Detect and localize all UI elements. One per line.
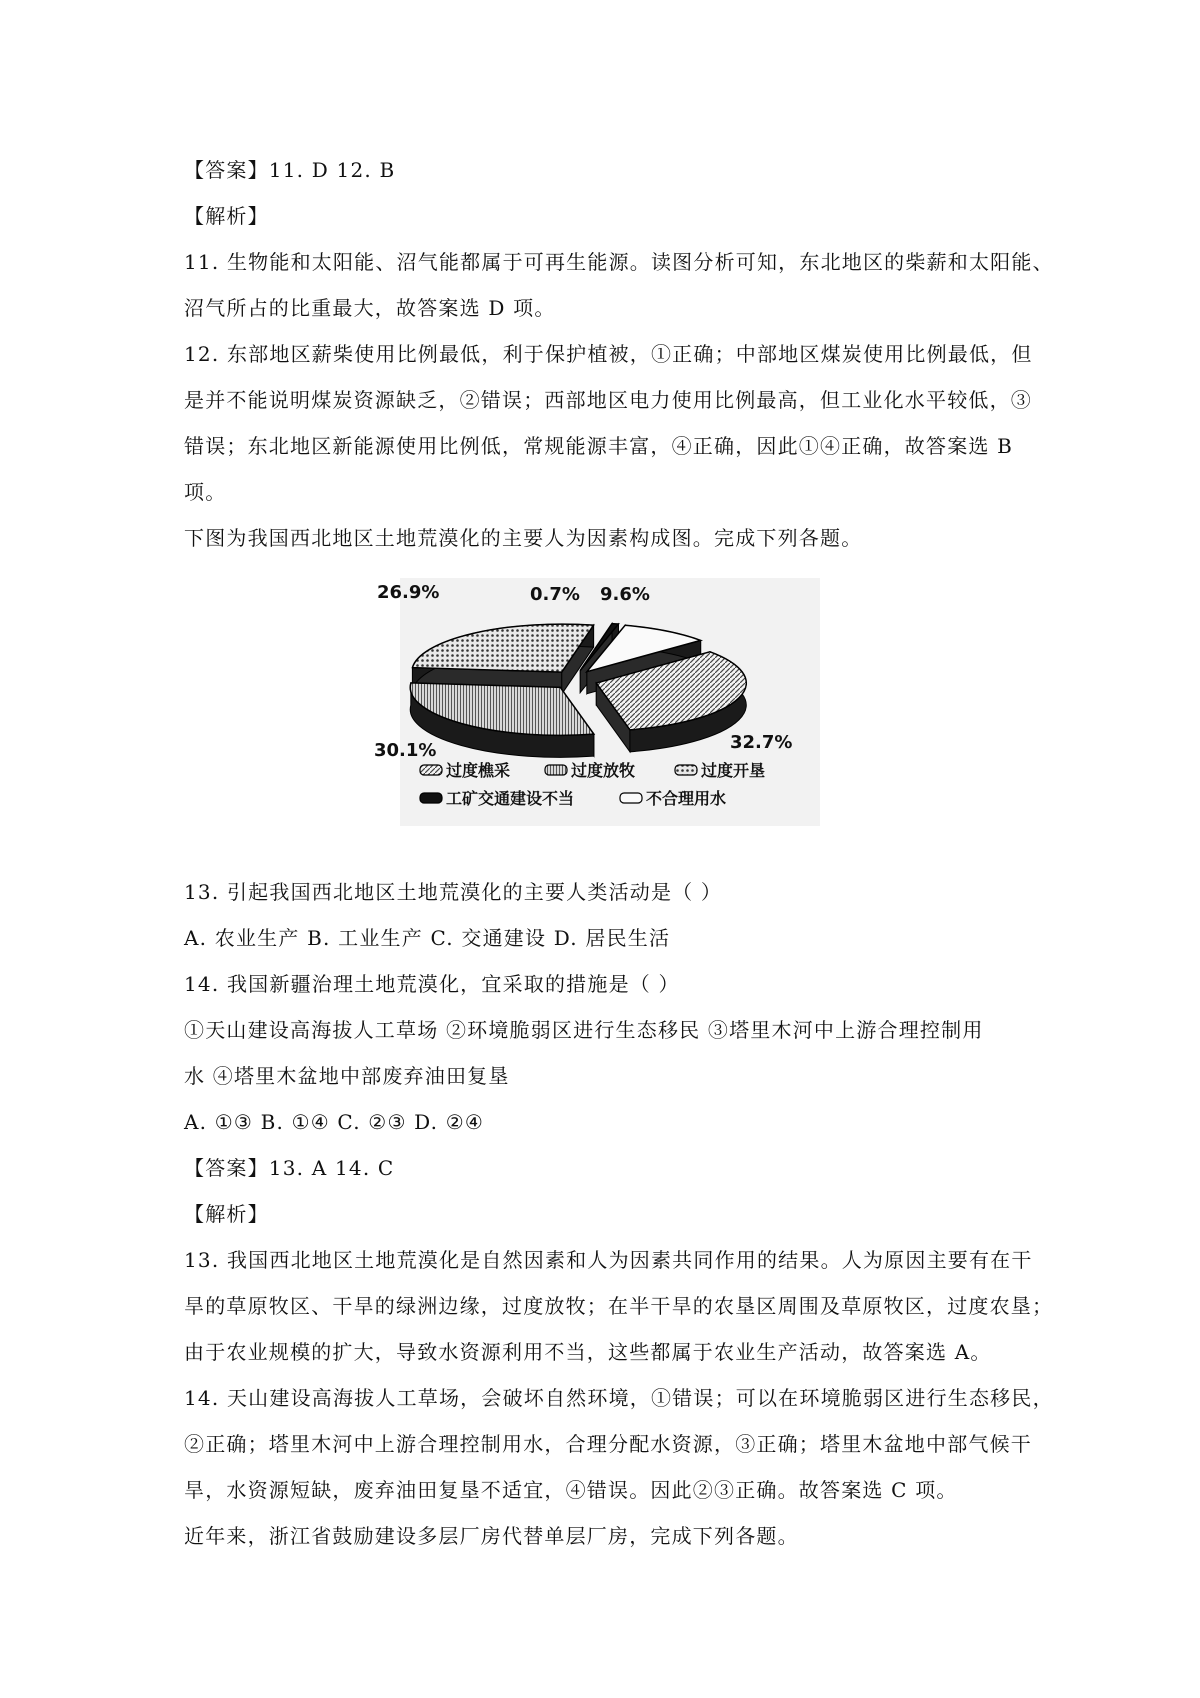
analysis-14-line-3: 旱，水资源短缺，废弃油田复垦不适宜，④错误。因此②③正确。故答案选 C 项。 (184, 1478, 958, 1502)
pie-slices (410, 624, 746, 758)
question-14-items-line-2: 水 ④塔里木盆地中部废弃油田复垦 (184, 1064, 510, 1088)
pct-label-4: 32.7% (730, 732, 793, 753)
answer-line-13-14: 【答案】13. A 14. C (184, 1156, 395, 1180)
chart-legend (420, 761, 765, 808)
analysis-heading: 【解析】 (184, 204, 269, 228)
analysis-12-line-4: 项。 (184, 480, 227, 504)
analysis-13-line-2: 旱的草原牧区、干旱的绿洲边缘，过度放牧；在半干旱的农垦区周围及草原牧区，过度农垦； (184, 1294, 1054, 1318)
legend-label-1: 过度樵采 (446, 761, 511, 780)
analysis-11-line-2: 沼气所占的比重最大，故答案选 D 项。 (184, 296, 556, 320)
legend-label-4: 工矿交通建设不当 (446, 789, 575, 808)
legend-label-2: 过度放牧 (571, 761, 636, 780)
legend-label-5: 不合理用水 (646, 789, 727, 808)
legend-swatch-1 (420, 765, 442, 775)
legend-label-3: 过度开垦 (701, 761, 766, 780)
pct-label-2: 0.7% (530, 584, 580, 605)
pie-slice-5 (410, 683, 594, 758)
question-13: 13. 引起我国西北地区土地荒漠化的主要人类活动是（ ） (184, 880, 723, 904)
analysis-12-line-1: 12. 东部地区薪柴使用比例最低，利于保护植被，①正确；中部地区煤炭使用比例最低，但 (184, 342, 1033, 366)
question-14-options: A. ①③ B. ①④ C. ②③ D. ②④ (184, 1110, 485, 1134)
legend-swatch-4 (420, 793, 442, 803)
analysis-12-line-3: 错误；东北地区新能源使用比例低，常规能源丰富，④正确，因此①④正确，故答案选 B (184, 434, 1014, 458)
legend-swatch-5 (620, 793, 642, 803)
analysis-13-line-1: 13. 我国西北地区土地荒漠化是自然因素和人为因素共同作用的结果。人为原因主要有在干 (184, 1248, 1033, 1272)
pct-label-1: 26.9% (377, 582, 440, 603)
pct-label-3: 9.6% (600, 584, 650, 605)
legend-swatch-2 (545, 765, 567, 775)
question-13-options: A. 农业生产 B. 工业生产 C. 交通建设 D. 居民生活 (184, 926, 671, 950)
analysis-11-line-1: 11. 生物能和太阳能、沼气能都属于可再生能源。读图分析可知，东北地区的柴薪和太阳能、 (184, 250, 1054, 274)
analysis-14-line-1: 14. 天山建设高海拔人工草场，会破坏自然环境，①错误；可以在环境脆弱区进行生态移民， (184, 1386, 1054, 1410)
desertification-pie-chart (374, 578, 820, 826)
question-14: 14. 我国新疆治理土地荒漠化，宜采取的措施是（ ） (184, 972, 680, 996)
analysis-13-line-3: 由于农业规模的扩大，导致水资源利用不当，这些都属于农业生产活动，故答案选 A。 (184, 1340, 992, 1364)
pie-chart-svg (374, 578, 820, 826)
analysis-heading-2: 【解析】 (184, 1202, 269, 1226)
legend-swatch-3 (675, 765, 697, 775)
analysis-12-line-2: 是并不能说明煤炭资源缺乏，②错误；西部地区电力使用比例最高，但工业化水平较低，③ (184, 388, 1032, 412)
next-section-intro: 近年来，浙江省鼓励建设多层厂房代替单层厂房，完成下列各题。 (184, 1524, 799, 1548)
analysis-14-line-2: ②正确；塔里木河中上游合理控制用水，合理分配水资源，③正确；塔里木盆地中部气候干 (184, 1432, 1032, 1456)
question-14-items-line-1: ①天山建设高海拔人工草场 ②环境脆弱区进行生态移民 ③塔里木河中上游合理控制用 (184, 1018, 984, 1042)
figure-intro: 下图为我国西北地区土地荒漠化的主要人为因素构成图。完成下列各题。 (184, 526, 863, 550)
answer-line-11-12: 【答案】11. D 12. B (184, 158, 396, 182)
pct-label-5: 30.1% (374, 740, 437, 761)
